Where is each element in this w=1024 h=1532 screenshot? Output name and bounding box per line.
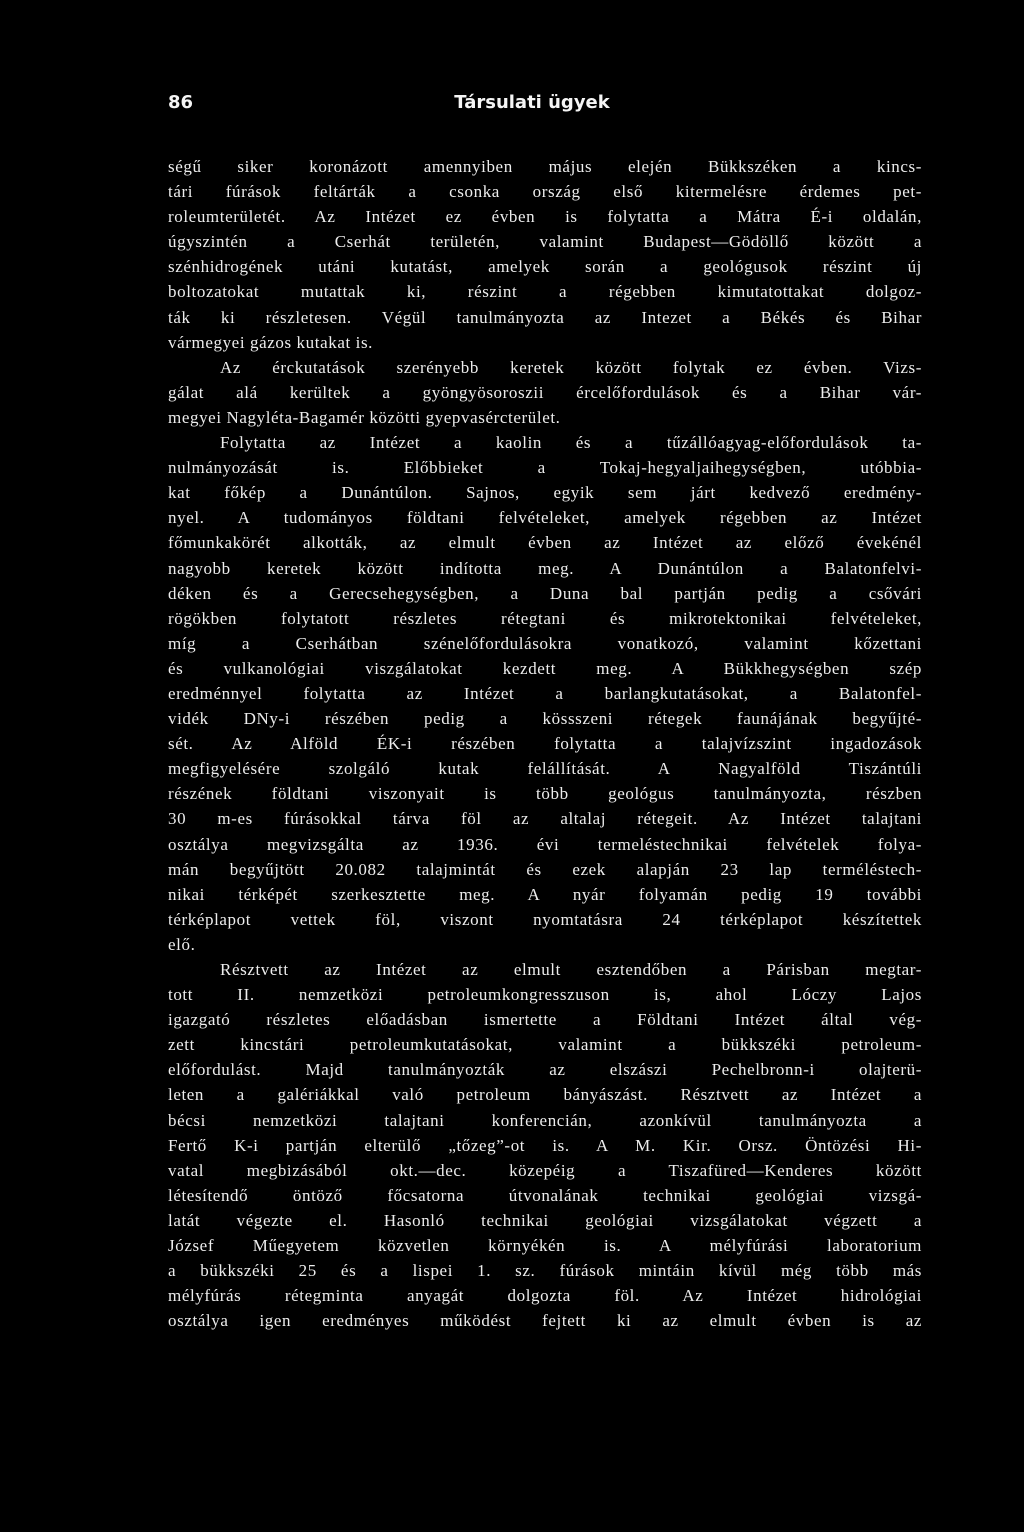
text-line: elő. [168,934,196,954]
text-line: megyei Nagyléta-Bagamér közötti gyepvasércterület. [168,407,561,427]
text-line: boltozatokat mutattak ki, részint a régebben kimutatottakat dolgoz- [168,282,922,302]
running-head: Társulati ügyek [454,92,610,113]
page-number: 86 [168,92,194,113]
text-line: mán begyűjtött 20.082 talajmintát és ezek alapján 23 lap terméléstech- [168,859,922,879]
text-line: kat főkép a Dunántúlon. Sajnos, egyik sem járt kedvező eredmény- [168,483,922,503]
text-line: a bükkszéki 25 és a lispei 1. sz. fúrások mintáin kívül még több más [168,1261,922,1281]
text-line: szénhidrogének utáni kutatást, amelyek során a geológusok részint új [168,257,922,277]
text-line: latát végezte el. Hasonló technikai geológiai vizsgálatokat végzett a [168,1210,922,1230]
text-line: míg a Cserhátban szénelőfordulásokra vonatkozó, valamint kőzettani [168,633,922,653]
text-line: tári fúrások feltárták a csonka ország első kitermelésre érdemes pet- [168,182,922,202]
text-line: nyel. A tudományos földtani felvételeket, amelyek régebben az Intézet [168,508,922,528]
text-line: vármegyei gázos kutakat is. [168,332,374,352]
text-line: nulmányozását is. Előbbieket a Tokaj-hegyaljaihegységben, utóbbia- [168,458,922,478]
text-line: vatal megbizásából okt.—dec. közepéig a Tiszafüred—Kenderes között [168,1160,922,1180]
text-line: létesítendő öntöző főcsatorna útvonalának technikai geológiai vizsgá- [168,1185,922,1205]
text-line: nikai térképét szerkesztette meg. A nyár folyamán pedig 19 további [168,884,922,904]
text-line: sét. Az Alföld ÉK-i részében folytatta a talajvízszint ingadozások [168,734,922,754]
text-line: József Műegyetem közvetlen környékén is. A mélyfúrási laboratorium [168,1236,922,1256]
text-line: leten a galériákkal való petroleum bányászást. Résztvett az Intézet a [168,1085,922,1105]
text-line: vidék DNy-i részében pedig a kössszeni rétegek faunájának begyűjté- [168,709,922,729]
text-line: Folytatta az Intézet a kaolin és a tűzállóagyag-előfordulások ta- [220,433,922,453]
text-line: mélyfúrás rétegminta anyagát dolgozta föl. Az Intézet hidrológiai [168,1286,922,1306]
text-line: ségű siker koronázott amennyiben május elején Bükkszéken a kincs- [168,157,922,176]
text-line: részének földtani viszonyait is több geológus tanulmányozta, részben [168,784,922,804]
text-line: osztálya igen eredményes működést fejtett ki az elmult évben is az [168,1311,922,1331]
text-line: eredménnyel folytatta az Intézet a barlangkutatásokat, a Balatonfel- [168,683,922,703]
text-line: Fertő K-i partján elterülő „tőzeg”-ot is. A M. Kir. Orsz. Öntözési Hi- [168,1135,922,1155]
text-line: roleumterületét. Az Intézet ez évben is folytatta a Mátra É-i oldalán, [168,207,922,227]
text-line: megfigyelésére szolgáló kutak felállítását. A Nagyalföld Tiszántúli [168,759,922,779]
text-line: bécsi nemzetközi talajtani konferencián, azonkívül tanulmányozta a [168,1110,922,1130]
text-line: déken és a Gerecsehegységben, a Duna bal partján pedig a csővári [168,583,922,603]
text-line: 30 m-es fúrásokkal tárva föl az altalaj rétegeit. Az Intézet talajtani [168,809,922,829]
text-line: úgyszintén a Cserhát területén, valamint Budapest—Gödöllő között a [168,232,922,252]
text-line: zett kincstári petroleumkutatásokat, valamint a bükkszéki petroleum- [168,1035,922,1055]
text-line: főmunkakörét alkották, az elmult évben az Intézet az előző évekénél [168,533,922,553]
text-line: térképlapot vettek föl, viszont nyomtatásra 24 térképlapot készítettek [168,909,922,929]
text-line: rögökben folytatott részletes rétegtani és mikrotektonikai felvételeket, [168,608,922,628]
text-line: előfordulást. Majd tanulmányozták az elszászi Pechelbronn-i olajterü- [168,1060,922,1080]
text-line: Résztvett az Intézet az elmult esztendőben a Párisban megtar- [220,960,922,979]
text-line: osztálya megvizsgálta az 1936. évi termeléstechnikai felvételek folya- [168,834,922,854]
text-line: nagyobb keretek között indította meg. A Dunántúlon a Balatonfelvi- [168,558,922,578]
text-line: Az érckutatások szerényebb keretek között folytak ez évben. Vizs- [220,357,922,377]
text-line: igazgató részletes előadásban ismertette a Földtani Intézet által vég- [168,1010,922,1030]
page-header [0,92,1024,122]
text-line: ták ki részletesen. Végül tanulmányozta az Intezet a Békés és Bihar [168,307,922,327]
text-line: tott II. nemzetközi petroleumkongresszuson is, ahol Lóczy Lajos [168,985,922,1005]
body-text [168,154,922,1333]
text-line: gálat alá kerültek a gyöngyösoroszii ércelőfordulások és a Bihar vár- [168,382,922,402]
text-line: és vulkanológiai viszgálatokat kezdett meg. A Bükkhegységben szép [168,658,922,678]
